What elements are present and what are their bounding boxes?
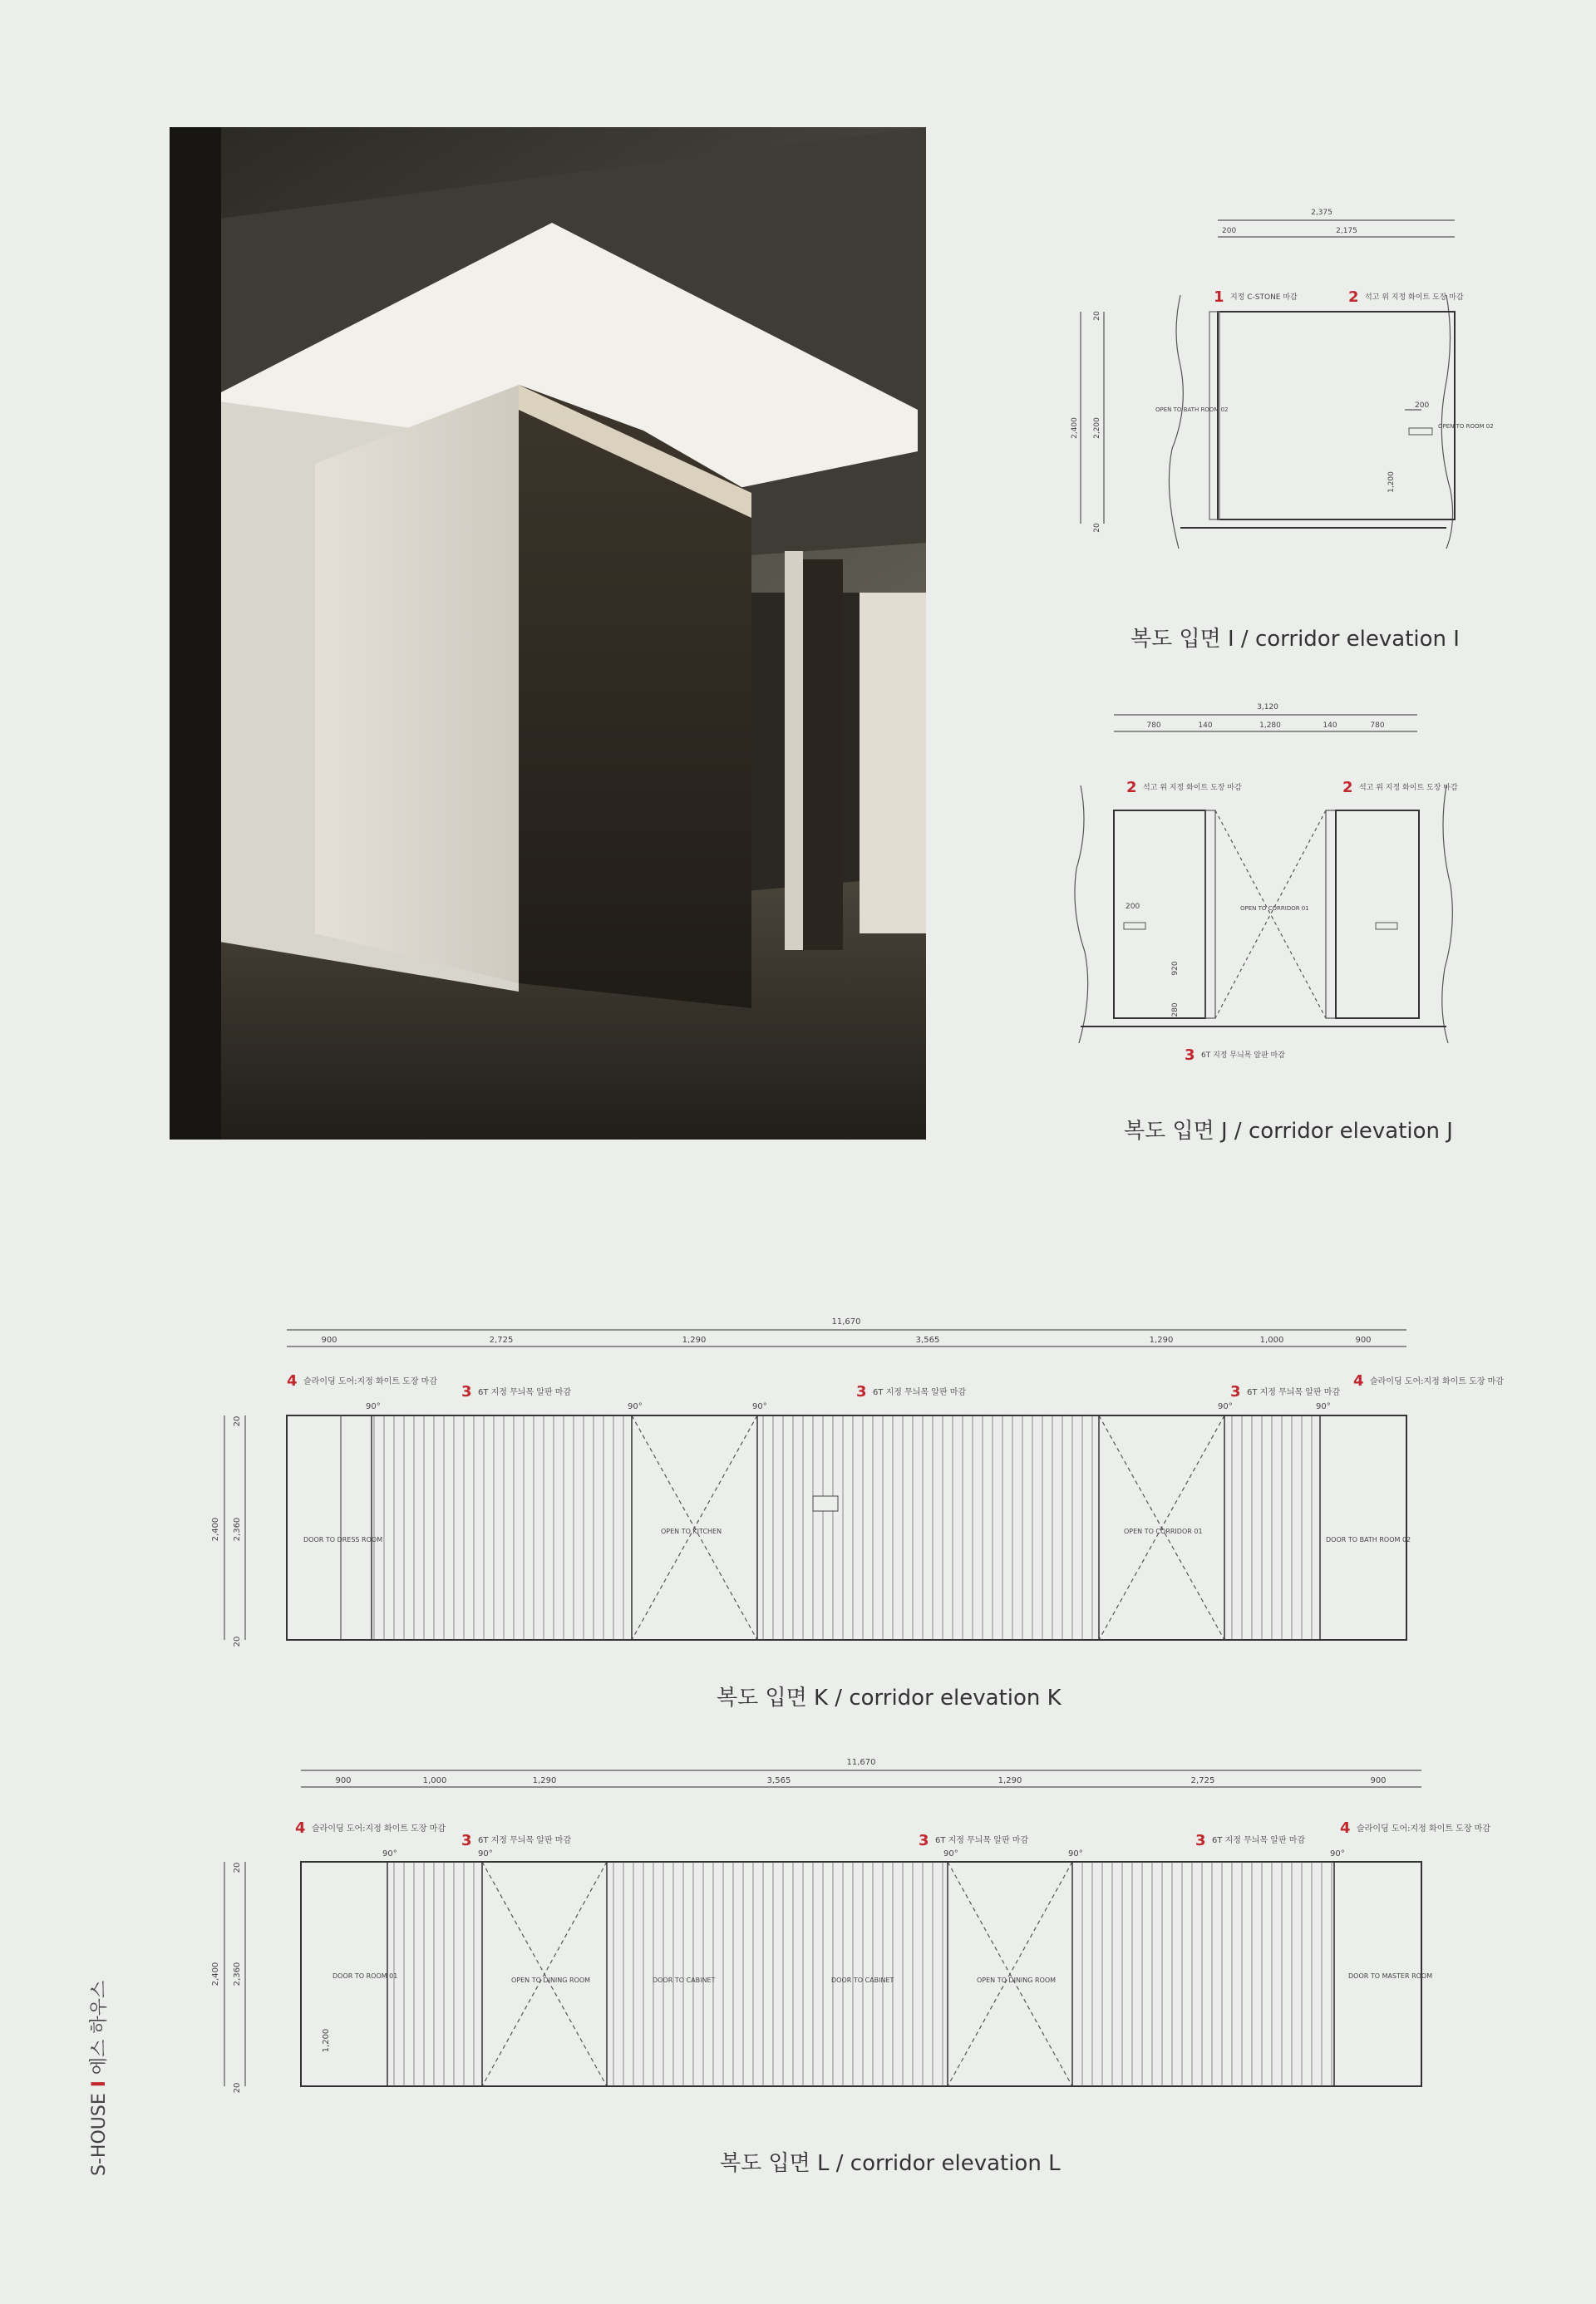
dim-seg: 1,290 xyxy=(532,1776,557,1785)
note-text: 6T 지정 무늬목 알판 마감 xyxy=(935,1836,1029,1845)
dim-h-inner: 2,360 xyxy=(233,1962,242,1986)
dim-e: 780 xyxy=(1370,721,1385,730)
label-dress-room: DOOR TO DRESS ROOM xyxy=(303,1536,383,1543)
label-dining-room: OPEN TO DINING ROOM xyxy=(511,1977,591,1984)
dim-h-top: 20 xyxy=(233,1862,242,1873)
side-title-separator: I xyxy=(89,2080,110,2088)
dim-seg: 900 xyxy=(335,1776,352,1785)
dim-seg: 900 xyxy=(1370,1776,1387,1785)
dim-h-switch: 1,200 xyxy=(322,2028,331,2053)
dim-a: 780 xyxy=(1146,721,1161,730)
note-text: 슬라이딩 도어:지정 화이트 도장 마감 xyxy=(312,1824,446,1834)
dim-h-total: 2,400 xyxy=(211,1962,220,1986)
note-num: 3 xyxy=(919,1832,929,1849)
note-text: 슬라이딩 도어:지정 화이트 도장 마감 xyxy=(303,1377,437,1386)
note-text: 석고 위 지정 화이트 도장 마감 xyxy=(1365,293,1464,302)
note-num: 3 xyxy=(461,1383,472,1401)
dim-total: 3,120 xyxy=(1257,703,1278,711)
note-text: 석고 위 지정 화이트 도장 마감 xyxy=(1143,784,1242,792)
dim-seg: 1,290 xyxy=(998,1776,1022,1785)
dim-seg: 2,725 xyxy=(489,1336,514,1345)
dim-d: 140 xyxy=(1323,721,1337,730)
note-num: 2 xyxy=(1342,779,1353,796)
note-num: 2 xyxy=(1348,288,1359,306)
dim-small: 200 xyxy=(1222,227,1237,235)
door-angle: 90° xyxy=(366,1402,381,1411)
note-num: 3 xyxy=(856,1383,867,1401)
elevation-j-drawing xyxy=(1056,694,1521,1093)
door-angle: 90° xyxy=(1218,1402,1233,1411)
dim-seg: 3,565 xyxy=(915,1336,940,1345)
dim-h-inner: 2,200 xyxy=(1093,417,1101,439)
label-cabinet: DOOR TO CABINET xyxy=(653,1977,716,1984)
dim-seg: 900 xyxy=(321,1336,337,1345)
caption-elevation-j: 복도 입면 J / corridor elevation J xyxy=(1124,1119,1453,1144)
elevation-i-drawing xyxy=(1056,199,1521,598)
door-angle: 90° xyxy=(1316,1402,1331,1411)
dim-seg: 1,000 xyxy=(1259,1336,1284,1345)
note-num: 4 xyxy=(287,1372,298,1390)
dim-h2: 920 xyxy=(1171,961,1180,976)
dim-h-bottom: 20 xyxy=(233,2082,242,2094)
dim-h3: 280 xyxy=(1171,1002,1180,1017)
note-text: 슬라이딩 도어:지정 화이트 도장 마감 xyxy=(1370,1377,1504,1386)
note-num: 3 xyxy=(461,1832,472,1849)
note-text: 6T 지정 무늬목 알판 마감 xyxy=(1247,1388,1341,1397)
dim-seg: 900 xyxy=(1355,1336,1372,1345)
note-text: 6T 지정 무늬목 알판 마감 xyxy=(478,1388,572,1397)
caption-elevation-k: 복도 입면 K / corridor elevation K xyxy=(717,1686,1062,1711)
dim-h-switch: 1,200 xyxy=(1387,471,1396,493)
note-text: 6T 지정 무늬목 알판 마감 xyxy=(478,1836,572,1845)
note-num: 4 xyxy=(1340,1819,1351,1837)
dim-h-bottom: 20 xyxy=(233,1636,242,1647)
note-num: 4 xyxy=(1353,1372,1364,1390)
dim-h-bottom: 20 xyxy=(1093,523,1101,533)
dim-h1: 200 xyxy=(1126,903,1140,911)
label-kitchen: OPEN TO KITCHEN xyxy=(661,1528,722,1535)
dim-h-top: 20 xyxy=(233,1415,242,1427)
door-angle: 90° xyxy=(628,1402,643,1411)
dim-seg: 3,565 xyxy=(766,1776,791,1785)
note-num: 3 xyxy=(1195,1832,1206,1849)
label-right: OPEN TO ROOM 02 xyxy=(1438,423,1494,430)
note-num: 1 xyxy=(1214,288,1224,306)
door-angle: 90° xyxy=(943,1849,958,1858)
note-num: 4 xyxy=(295,1819,306,1837)
door-angle: 90° xyxy=(478,1849,493,1858)
note-text: 석고 위 지정 화이트 도장 마감 xyxy=(1359,784,1458,792)
side-title xyxy=(85,1981,111,2176)
dim-seg: 1,000 xyxy=(422,1776,447,1785)
label-corridor: OPEN TO CORRIDOR 01 xyxy=(1124,1528,1203,1535)
label-master-room: DOOR TO MASTER ROOM xyxy=(1348,1972,1433,1980)
dim-h-top: 20 xyxy=(1093,311,1101,321)
side-title-en: S-HOUSE xyxy=(89,2093,110,2176)
door-angle: 90° xyxy=(1330,1849,1345,1858)
side-title-ko: 에스 하우스 xyxy=(89,1980,110,2075)
dim-h-inner: 2,360 xyxy=(233,1517,242,1542)
caption-elevation-l: 복도 입면 L / corridor elevation L xyxy=(720,2151,1061,2176)
label-cabinet: DOOR TO CABINET xyxy=(831,1977,894,1984)
note-text: 지정 C-STONE 마감 xyxy=(1230,293,1298,302)
note-text: 6T 지정 무늬목 알판 마감 xyxy=(1201,1051,1285,1060)
label-center: OPEN TO CORRIDOR 01 xyxy=(1240,905,1309,912)
label-bath-room: DOOR TO BATH ROOM 02 xyxy=(1326,1536,1411,1543)
dim-h-total: 2,400 xyxy=(1071,417,1079,439)
caption-elevation-i: 복도 입면 I / corridor elevation I xyxy=(1130,627,1460,652)
note-text: 6T 지정 무늬목 알판 마감 xyxy=(1212,1836,1306,1845)
door-angle: 90° xyxy=(1068,1849,1083,1858)
label-room-01: DOOR TO ROOM 01 xyxy=(332,1972,398,1980)
dim-b: 140 xyxy=(1198,721,1213,730)
label-dining-room: OPEN TO DINING ROOM xyxy=(977,1977,1057,1984)
note-text: 6T 지정 무늬목 알판 마감 xyxy=(873,1388,967,1397)
note-text: 슬라이딩 도어:지정 화이트 도장 마감 xyxy=(1357,1824,1490,1834)
dim-h-top2: 200 xyxy=(1415,401,1430,410)
door-angle: 90° xyxy=(382,1849,397,1858)
dim-seg: 1,290 xyxy=(682,1336,707,1345)
dim-seg: 2,725 xyxy=(1190,1776,1215,1785)
dim-inner: 2,175 xyxy=(1336,227,1357,235)
dim-seg: 1,290 xyxy=(1149,1336,1174,1345)
door-angle: 90° xyxy=(752,1402,767,1411)
dim-total: 2,375 xyxy=(1311,209,1332,217)
dim-total: 11,670 xyxy=(846,1758,876,1767)
elevation-l-drawing xyxy=(200,1750,1563,2099)
interior-photo xyxy=(170,127,926,1140)
dim-total: 11,670 xyxy=(831,1317,861,1327)
elevation-k-drawing xyxy=(200,1309,1563,1658)
dim-c: 1,280 xyxy=(1259,721,1281,730)
note-num: 3 xyxy=(1230,1383,1241,1401)
label-left: OPEN TO BATH ROOM 02 xyxy=(1155,406,1229,413)
note-num: 2 xyxy=(1126,779,1137,796)
dim-h-total: 2,400 xyxy=(211,1517,220,1542)
note-num: 3 xyxy=(1185,1046,1195,1064)
